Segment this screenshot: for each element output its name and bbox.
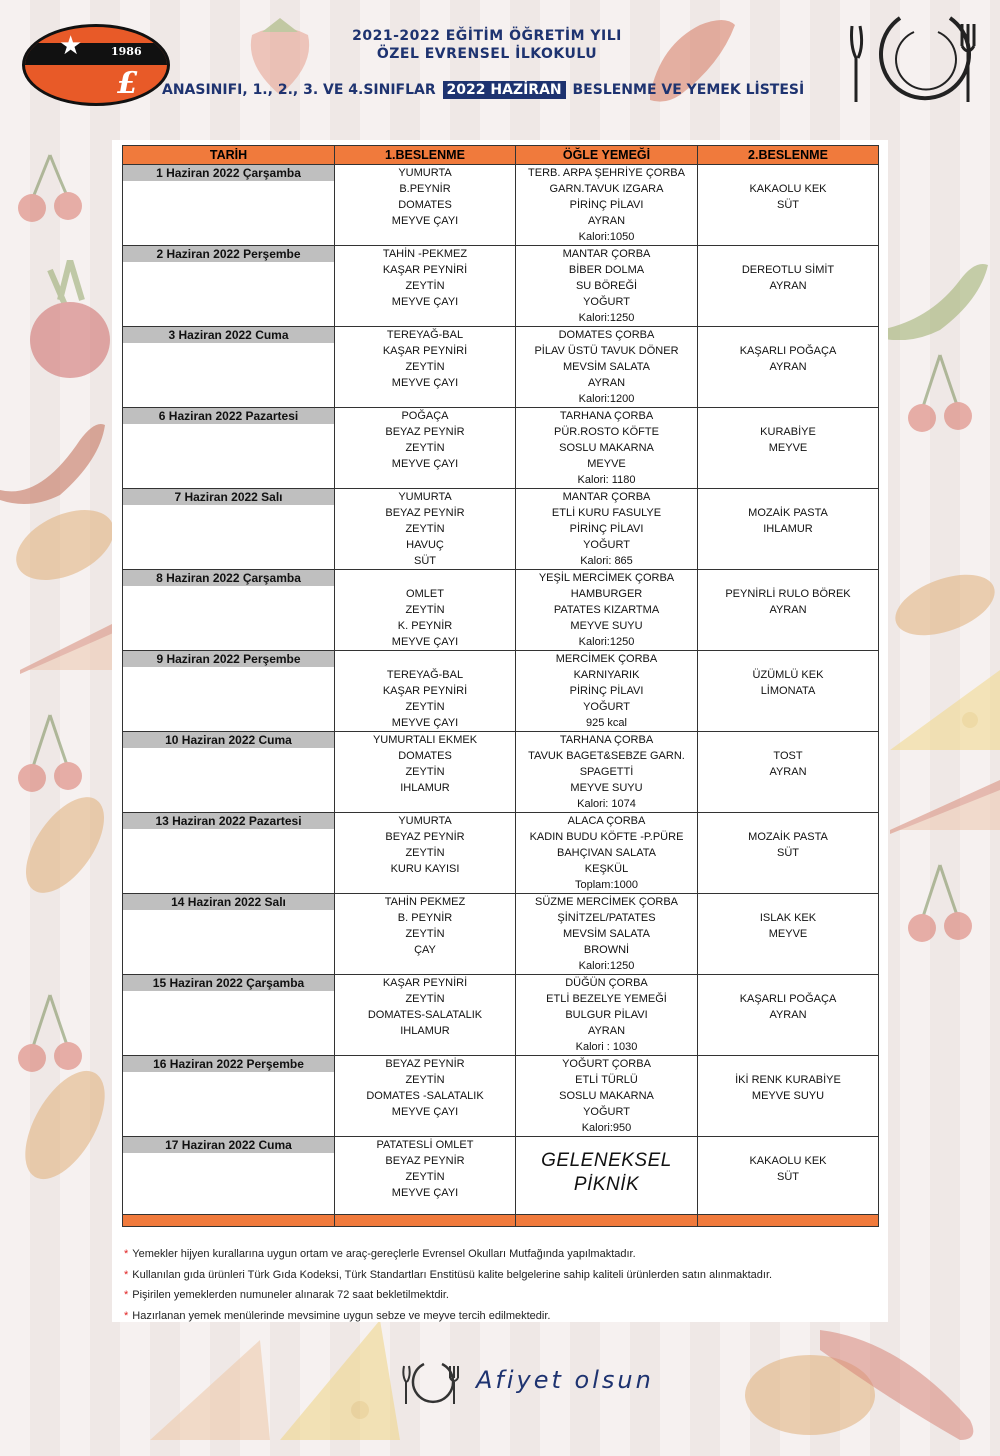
menu-item: MEVSİM SALATA: [562, 928, 650, 940]
menu-item: BAHÇIVAN SALATA: [556, 847, 657, 859]
breakfast-cell: [335, 732, 516, 813]
menu-item: BULGUR PİLAVI: [565, 1009, 648, 1021]
cell-lines: [516, 570, 697, 650]
menu-item: PİRİNÇ PİLAVI: [569, 685, 644, 697]
menu-item: DOMATES: [398, 199, 452, 211]
lunch-cell: [516, 651, 698, 732]
menu-item: MOZAİK PASTA: [748, 831, 828, 843]
menu-item: MEVSİM SALATA: [562, 361, 650, 373]
menu-item: MEYVE ÇAYI: [391, 296, 459, 308]
menu-item: MERCİMEK ÇORBA: [555, 653, 658, 665]
menu-item: PİRİNÇ PİLAVI: [569, 199, 644, 211]
breakfast-cell: [335, 570, 516, 651]
note-item: [124, 1265, 884, 1286]
menu-item: MEYVE ÇAYI: [391, 377, 459, 389]
breakfast-cell: [335, 408, 516, 489]
table-row: [123, 975, 879, 1056]
menu-item: POĞAÇA: [401, 410, 449, 422]
menu-item: DOMATES -SALATALIK: [366, 1090, 484, 1102]
menu-item: DOMATES-SALATALIK: [367, 1009, 483, 1021]
date-label: 10 Haziran 2022 Cuma: [123, 732, 334, 748]
date-label: 14 Haziran 2022 Salı: [123, 894, 334, 910]
menu-item: KAKAOLU KEK: [749, 1155, 827, 1167]
menu-item: ÇAY: [414, 944, 436, 956]
menu-item: KAŞARLI POĞAÇA: [739, 993, 837, 1005]
menu-item: BEYAZ PEYNİR: [385, 1155, 465, 1167]
date-label: 7 Haziran 2022 Salı: [123, 489, 334, 505]
menu-item: SÜZME MERCİMEK ÇORBA: [534, 896, 678, 908]
lunch-cell: [516, 246, 698, 327]
cell-lines: [335, 1056, 515, 1136]
menu-item: MEYVE ÇAYI: [391, 717, 459, 729]
asterisk-icon: *: [124, 1248, 129, 1260]
date-cell: [123, 1137, 335, 1215]
menu-item: DOMATES ÇORBA: [558, 329, 655, 341]
lunch-cell: [516, 975, 698, 1056]
menu-item: TOST: [773, 750, 803, 762]
cell-lines: [335, 894, 515, 974]
menu-item: SÜT: [777, 847, 799, 859]
list-title: BESLENME VE YEMEK LİSTESİ: [572, 82, 805, 98]
menu-item: TARHANA ÇORBA: [559, 734, 654, 746]
note-item: [124, 1306, 884, 1327]
menu-item: SOSLU MAKARNA: [559, 442, 654, 454]
special-event-line: PİKNİK: [573, 1174, 640, 1195]
menu-item: MEYVE SUYU: [751, 1090, 825, 1102]
menu-item: TARHANA ÇORBA: [559, 410, 654, 422]
breakfast-cell: [335, 1137, 516, 1215]
snack-cell: [698, 1056, 879, 1137]
menu-item: KAŞARLI POĞAÇA: [739, 345, 837, 357]
plate-fork-knife-icon: [838, 6, 988, 116]
menu-item: BEYAZ PEYNİR: [385, 507, 465, 519]
menu-item: ZEYTİN: [405, 993, 445, 1005]
table-row: [123, 651, 879, 732]
cell-lines: [516, 408, 697, 488]
menu-item: TAHİN -PEKMEZ: [382, 248, 468, 260]
menu-item: DOMATES: [398, 750, 452, 762]
school-logo: [22, 24, 170, 106]
cell-lines: [335, 327, 515, 407]
lunch-cell: [516, 489, 698, 570]
special-event-label: [516, 1149, 697, 1197]
breakfast-cell: [335, 489, 516, 570]
table-row: [123, 408, 879, 489]
breakfast-cell: [335, 327, 516, 408]
footer-slogan: Afiyet olsun: [476, 1366, 654, 1394]
snack-cell: [698, 894, 879, 975]
snack-cell: [698, 327, 879, 408]
menu-item: KAŞAR PEYNİRİ: [382, 685, 468, 697]
menu-item: MEYVE ÇAYI: [391, 1106, 459, 1118]
menu-item: KAŞAR PEYNİRİ: [382, 977, 468, 989]
menu-item: ZEYTİN: [405, 523, 445, 535]
school-name: ÖZEL EVRENSEL İLKOKULU: [376, 46, 598, 62]
menu-item: PİRİNÇ PİLAVI: [569, 523, 644, 535]
date-cell: [123, 651, 335, 732]
menu-item: TAVUK BAGET&SEBZE GARN.: [528, 750, 685, 762]
snack-cell: [698, 570, 879, 651]
lunch-cell: [516, 1056, 698, 1137]
cell-lines: [516, 1056, 697, 1136]
cell-lines: [516, 813, 697, 893]
snack-cell: [698, 165, 879, 246]
asterisk-icon: *: [124, 1268, 129, 1281]
note-text: Yemekler hijyen kurallarına uygun ortam ve araç-gereçlerle Evrensel Okulları Mutfağında yapılmaktadır.: [132, 1248, 636, 1260]
date-label: 6 Haziran 2022 Pazartesi: [123, 408, 334, 424]
menu-item: ETLİ TÜRLÜ: [575, 1074, 638, 1086]
menu-item: TEREYAĞ-BAL: [386, 669, 464, 681]
menu-item: Kalori: 1074: [577, 798, 636, 810]
menu-item: KEŞKÜL: [584, 863, 629, 875]
cell-lines: [698, 165, 878, 245]
cell-lines: [516, 651, 697, 731]
table-footer-bar: [123, 1215, 879, 1227]
lunch-cell: [516, 327, 698, 408]
breakfast-cell: [335, 894, 516, 975]
menu-item: MANTAR ÇORBA: [562, 248, 651, 260]
cell-lines: [335, 165, 515, 245]
menu-item: IHLAMUR: [763, 523, 813, 535]
menu-item: DÜĞÜN ÇORBA: [565, 977, 648, 989]
menu-item: ETLİ BEZELYE YEMEĞİ: [546, 993, 667, 1005]
logo-symbol: £: [117, 66, 138, 101]
footer-bar-cell: [516, 1215, 698, 1227]
menu-item: ZEYTİN: [405, 280, 445, 292]
lunch-cell: [516, 408, 698, 489]
table-row: [123, 246, 879, 327]
cell-lines: [335, 732, 515, 812]
menu-item: PİLAV ÜSTÜ TAVUK DÖNER: [534, 345, 679, 357]
menu-item: AYRAN: [769, 604, 807, 616]
menu-item: YOĞURT: [583, 296, 630, 308]
table-row: [123, 165, 879, 246]
cell-lines: [698, 570, 878, 650]
menu-item: MOZAİK PASTA: [748, 507, 828, 519]
menu-item: YUMURTA: [398, 815, 452, 827]
cell-lines: [698, 813, 878, 893]
column-header-snack: 2.BESLENME: [698, 146, 879, 165]
menu-item: IHLAMUR: [400, 782, 450, 794]
notes-list: [124, 1244, 884, 1326]
date-cell: [123, 894, 335, 975]
menu-item: B. PEYNİR: [397, 912, 453, 924]
cell-lines: [698, 489, 878, 569]
menu-item: SU BÖREĞİ: [575, 280, 638, 292]
menu-item: ISLAK KEK: [759, 912, 817, 924]
date-label: 13 Haziran 2022 Pazartesi: [123, 813, 334, 829]
menu-item: AYRAN: [587, 215, 626, 227]
menu-table: [122, 145, 879, 1227]
breakfast-cell: [335, 246, 516, 327]
menu-item: ZEYTİN: [405, 847, 445, 859]
date-label: 1 Haziran 2022 Çarşamba: [123, 165, 334, 181]
menu-item: ZEYTİN: [405, 1171, 445, 1183]
menu-item: BİBER DOLMA: [568, 264, 645, 276]
date-cell: [123, 732, 335, 813]
cell-lines: [516, 327, 697, 407]
menu-item: YUMURTA: [398, 167, 452, 179]
breakfast-cell: [335, 651, 516, 732]
snack-cell: [698, 651, 879, 732]
menu-item: DEREOTLU SİMİT: [741, 264, 835, 276]
note-text: Kullanılan gıda ürünleri Türk Gıda Kodeksi, Türk Standartları Enstitüsü kalite belgelerine sahip kaliteli ürünlerden satın alınmaktadır.: [132, 1268, 773, 1281]
classes-label: ANASINIFI, 1., 2., 3. VE 4.SINIFLAR: [162, 82, 436, 98]
menu-item: SPAGETTİ: [579, 766, 634, 778]
menu-item: LİMONATA: [760, 685, 816, 697]
lunch-cell: [516, 732, 698, 813]
menu-item: HAMBURGER: [570, 588, 643, 600]
lunch-cell: [516, 813, 698, 894]
menu-item: Kalori:1250: [578, 312, 635, 324]
menu-item: IHLAMUR: [400, 1025, 450, 1037]
date-cell: [123, 813, 335, 894]
menu-item: Kalori : 1030: [575, 1041, 638, 1053]
menu-item: MEYVE: [768, 442, 808, 454]
cell-lines: [335, 975, 515, 1055]
menu-item: K. PEYNİR: [397, 620, 453, 632]
menu-item: KAŞAR PEYNİRİ: [382, 264, 468, 276]
menu-item: SÜT: [777, 199, 799, 211]
column-header-breakfast: 1.BESLENME: [335, 146, 516, 165]
asterisk-icon: *: [124, 1289, 129, 1301]
menu-item: AYRAN: [769, 766, 807, 778]
note-text: Pişirilen yemeklerden numuneler alınarak 72 saat bekletilmektdir.: [132, 1289, 449, 1301]
menu-item: KURABİYE: [760, 426, 816, 438]
menu-item: YOĞURT: [583, 701, 630, 713]
menu-item: Kalori: 865: [580, 555, 633, 567]
menu-item: TEREYAĞ-BAL: [386, 329, 464, 341]
menu-item: İKİ RENK KURABİYE: [735, 1074, 841, 1086]
table-header-row: [123, 146, 879, 165]
date-cell: [123, 975, 335, 1056]
menu-item: MEYVE SUYU: [570, 782, 643, 794]
snack-cell: [698, 732, 879, 813]
menu-item: OMLET: [406, 588, 444, 600]
snack-cell: [698, 489, 879, 570]
menu-item: B.PEYNİR: [399, 183, 451, 195]
academic-year-title: 2021-2022 EĞİTİM ÖĞRETİM YILI: [352, 28, 622, 44]
menu-item: TERB. ARPA ŞEHRİYE ÇORBA: [528, 167, 685, 179]
column-header-date: TARİH: [123, 146, 335, 165]
table-row: [123, 732, 879, 813]
cell-lines: [516, 489, 697, 569]
footer-bar-cell: [335, 1215, 516, 1227]
menu-item: MANTAR ÇORBA: [562, 491, 651, 503]
date-label: 9 Haziran 2022 Perşembe: [123, 651, 334, 667]
date-label: 15 Haziran 2022 Çarşamba: [123, 975, 334, 991]
date-label: 2 Haziran 2022 Perşembe: [123, 246, 334, 262]
menu-item: BEYAZ PEYNİR: [385, 426, 465, 438]
menu-item: ZEYTİN: [405, 1074, 445, 1086]
menu-item: ETLİ KURU FASULYE: [551, 507, 662, 519]
date-label: 3 Haziran 2022 Cuma: [123, 327, 334, 343]
menu-item: ZEYTİN: [405, 604, 445, 616]
date-label: 17 Haziran 2022 Cuma: [123, 1137, 334, 1153]
menu-item: Kalori:1250: [578, 960, 635, 972]
menu-item: AYRAN: [769, 361, 807, 373]
menu-item: AYRAN: [769, 1009, 807, 1021]
menu-item: YOĞURT ÇORBA: [562, 1058, 651, 1070]
table-row: [123, 489, 879, 570]
lunch-cell: [516, 165, 698, 246]
breakfast-cell: [335, 975, 516, 1056]
menu-item: AYRAN: [769, 280, 807, 292]
breakfast-cell: [335, 165, 516, 246]
menu-item: MEYVE ÇAYI: [391, 636, 459, 648]
menu-item: HAVUÇ: [406, 539, 444, 551]
menu-item: PEYNİRLİ RULO BÖREK: [725, 588, 851, 600]
date-cell: [123, 570, 335, 651]
cell-lines: [335, 570, 515, 650]
date-label: 16 Haziran 2022 Perşembe: [123, 1056, 334, 1072]
menu-item: Kalori:1250: [578, 636, 635, 648]
menu-item: KADIN BUDU KÖFTE -P.PÜRE: [529, 831, 684, 843]
menu-item: SÜT: [777, 1171, 799, 1183]
date-cell: [123, 165, 335, 246]
menu-item: AYRAN: [587, 1025, 626, 1037]
menu-item: KARNIYARIK: [573, 669, 640, 681]
snack-cell: [698, 813, 879, 894]
cell-lines: [516, 975, 697, 1055]
note-item: [124, 1285, 884, 1306]
menu-item: Kalori:1050: [578, 231, 635, 243]
cell-lines: [698, 732, 878, 812]
lunch-cell: [516, 894, 698, 975]
menu-item: PÜR.ROSTO KÖFTE: [554, 426, 659, 438]
menu-item: PATATES KIZARTMA: [553, 604, 660, 616]
menu-item: BEYAZ PEYNİR: [385, 831, 465, 843]
cell-lines: [698, 327, 878, 407]
menu-item: TAHİN PEKMEZ: [384, 896, 466, 908]
special-event-line: GELENEKSEL: [541, 1150, 672, 1171]
footer-bar-cell: [698, 1215, 879, 1227]
menu-item: MEYVE SUYU: [570, 620, 643, 632]
breakfast-cell: [335, 1056, 516, 1137]
logo-band: [25, 43, 167, 65]
menu-item: ALACA ÇORBA: [567, 815, 646, 827]
menu-item: ÜZÜMLÜ KEK: [752, 669, 824, 681]
cell-lines: [335, 1137, 515, 1214]
menu-item: AYRAN: [587, 377, 626, 389]
date-cell: [123, 1056, 335, 1137]
breakfast-cell: [335, 813, 516, 894]
menu-item: PATATESLİ OMLET: [376, 1139, 474, 1151]
table-row: [123, 894, 879, 975]
menu-item: MEYVE ÇAYI: [391, 458, 459, 470]
lunch-cell: [516, 1137, 698, 1215]
table-row: [123, 327, 879, 408]
cell-lines: [698, 408, 878, 488]
date-cell: [123, 327, 335, 408]
asterisk-icon: *: [124, 1309, 129, 1322]
menu-item: KAKAOLU KEK: [749, 183, 827, 195]
cell-lines: [698, 975, 878, 1055]
date-cell: [123, 489, 335, 570]
snack-cell: [698, 246, 879, 327]
cell-lines: [698, 1137, 878, 1214]
cell-lines: [698, 894, 878, 974]
menu-item: ZEYTİN: [405, 766, 445, 778]
menu-item: MEYVE: [587, 458, 626, 470]
cell-lines: [335, 408, 515, 488]
menu-item: ZEYTİN: [405, 361, 445, 373]
logo-year: 1986: [111, 45, 142, 58]
cell-lines: [335, 813, 515, 893]
snack-cell: [698, 408, 879, 489]
menu-item: MEYVE ÇAYI: [391, 1187, 459, 1199]
snack-cell: [698, 975, 879, 1056]
lunch-cell: [516, 570, 698, 651]
date-cell: [123, 246, 335, 327]
snack-cell: [698, 1137, 879, 1215]
month-highlight: 2022 HAZİRAN: [443, 81, 566, 99]
table-row: [123, 1056, 879, 1137]
cell-lines: [698, 1056, 878, 1136]
menu-item: YUMURTA: [398, 491, 452, 503]
column-header-lunch: ÖĞLE YEMEĞİ: [516, 146, 698, 165]
cell-lines: [698, 246, 878, 326]
menu-item: ZEYTİN: [405, 928, 445, 940]
menu-item: YUMURTALI EKMEK: [372, 734, 478, 746]
menu-item: KAŞAR PEYNİRİ: [382, 345, 468, 357]
cell-lines: [335, 489, 515, 569]
menu-item: MEYVE: [768, 928, 808, 940]
menu-item: KURU KAYISI: [390, 863, 460, 875]
cell-lines: [516, 894, 697, 974]
menu-item: SÜT: [414, 555, 436, 567]
menu-item: ZEYTİN: [405, 442, 445, 454]
cell-lines: [335, 651, 515, 731]
menu-item: BROWNİ: [583, 944, 630, 956]
menu-item: Kalori: 1180: [577, 474, 636, 486]
cell-lines: [516, 246, 697, 326]
plate-fork-knife-icon: [396, 1358, 462, 1408]
cell-lines: [516, 165, 697, 245]
table-row: [123, 570, 879, 651]
footer-bar-cell: [123, 1215, 335, 1227]
cell-lines: [335, 246, 515, 326]
menu-item: Toplam:1000: [575, 879, 638, 891]
note-item: [124, 1244, 884, 1265]
menu-item: YOĞURT: [583, 539, 630, 551]
table-row: [123, 813, 879, 894]
menu-item: YOĞURT: [583, 1106, 630, 1118]
star-icon: ★: [59, 31, 83, 61]
menu-title-line: [162, 82, 822, 98]
menu-item: MEYVE ÇAYI: [391, 215, 459, 227]
menu-item: 925 kcal: [586, 717, 627, 729]
menu-item: BEYAZ PEYNİR: [385, 1058, 465, 1070]
cell-lines: [516, 732, 697, 812]
menu-item: Kalori:1200: [578, 393, 635, 405]
cell-lines: [698, 651, 878, 731]
menu-item: YEŞİL MERCİMEK ÇORBA: [538, 572, 675, 584]
note-text: Hazırlanan yemek menülerinde mevsimine uygun sebze ve meyve tercih edilmektedir.: [132, 1309, 551, 1322]
menu-item: GARN.TAVUK IZGARA: [549, 183, 664, 195]
menu-item: SOSLU MAKARNA: [559, 1090, 654, 1102]
menu-item: ZEYTİN: [405, 701, 445, 713]
footer-brand: [396, 1358, 686, 1408]
date-label: 8 Haziran 2022 Çarşamba: [123, 570, 334, 586]
date-cell: [123, 408, 335, 489]
table-row: [123, 1137, 879, 1215]
menu-item: ŞİNİTZEL/PATATES: [557, 912, 656, 924]
menu-item: Kalori:950: [581, 1122, 632, 1134]
